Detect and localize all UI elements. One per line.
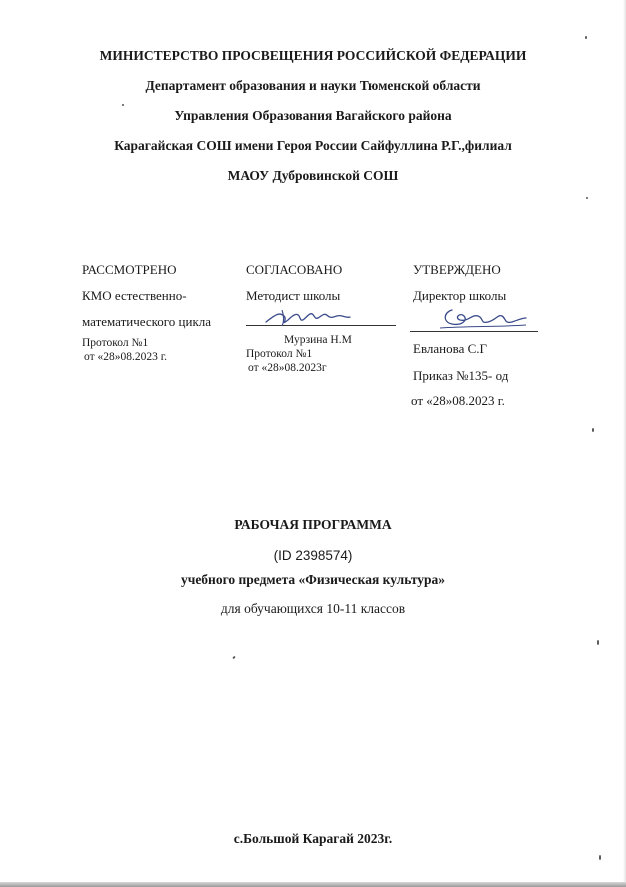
agreed-position: Методист школы bbox=[246, 288, 341, 303]
agreed-signature bbox=[262, 304, 354, 330]
agreed-protocol: Протокол №1 bbox=[246, 348, 313, 360]
scan-speck bbox=[586, 197, 588, 199]
approved-name: Евланова С.Г bbox=[413, 341, 488, 356]
ministry-title: МИНИСТЕРСТВО ПРОСВЕЩЕНИЯ РОССИЙСКОЙ ФЕДЕРАЦИИ bbox=[99, 48, 527, 63]
agreed-date: от «28»08.2023г bbox=[248, 362, 327, 374]
scan-speck bbox=[232, 656, 235, 660]
scan-speck bbox=[599, 855, 601, 860]
approved-signature bbox=[438, 302, 528, 334]
department-title: Департамент образования и науки Тюменской области bbox=[145, 78, 481, 93]
reviewed-org-line1: КМО естественно- bbox=[82, 288, 187, 303]
agreed-title: СОГЛАСОВАНО bbox=[246, 262, 343, 277]
agreed-name: Мурзина Н.М bbox=[284, 334, 352, 346]
school-name: Карагайская СОШ имени Героя России Сайфуллина Р.Г.,филиал bbox=[114, 138, 512, 153]
scan-speck bbox=[597, 640, 599, 645]
reviewed-protocol: Протокол №1 bbox=[82, 337, 149, 349]
approved-position: Директор школы bbox=[413, 288, 507, 303]
scan-speck bbox=[122, 104, 124, 106]
program-title: РАБОЧАЯ ПРОГРАММА bbox=[234, 517, 392, 532]
reviewed-date: от «28»08.2023 г. bbox=[84, 351, 168, 363]
program-id: (ID 2398574) bbox=[273, 548, 353, 563]
reviewed-org-line2: математического цикла bbox=[82, 314, 212, 329]
subject-name: учебного предмета «Физическая культура» bbox=[180, 572, 446, 587]
scan-bottom-edge bbox=[0, 882, 626, 887]
scan-speck bbox=[592, 428, 594, 432]
place-year: с.Большой Карагай 2023г. bbox=[233, 831, 393, 846]
approved-date: от «28»08.2023 г. bbox=[411, 393, 505, 408]
approved-title: УТВЕРЖДЕНО bbox=[413, 262, 501, 277]
scan-speck bbox=[585, 36, 587, 39]
approved-order: Приказ №135- од bbox=[413, 368, 509, 383]
parent-school-name: МАОУ Дубровинской СОШ bbox=[227, 168, 399, 183]
reviewed-title: РАССМОТРЕНО bbox=[82, 262, 177, 277]
audience: для обучающихся 10-11 классов bbox=[220, 601, 406, 616]
district-office-title: Управления Образования Вагайского района bbox=[174, 108, 452, 123]
